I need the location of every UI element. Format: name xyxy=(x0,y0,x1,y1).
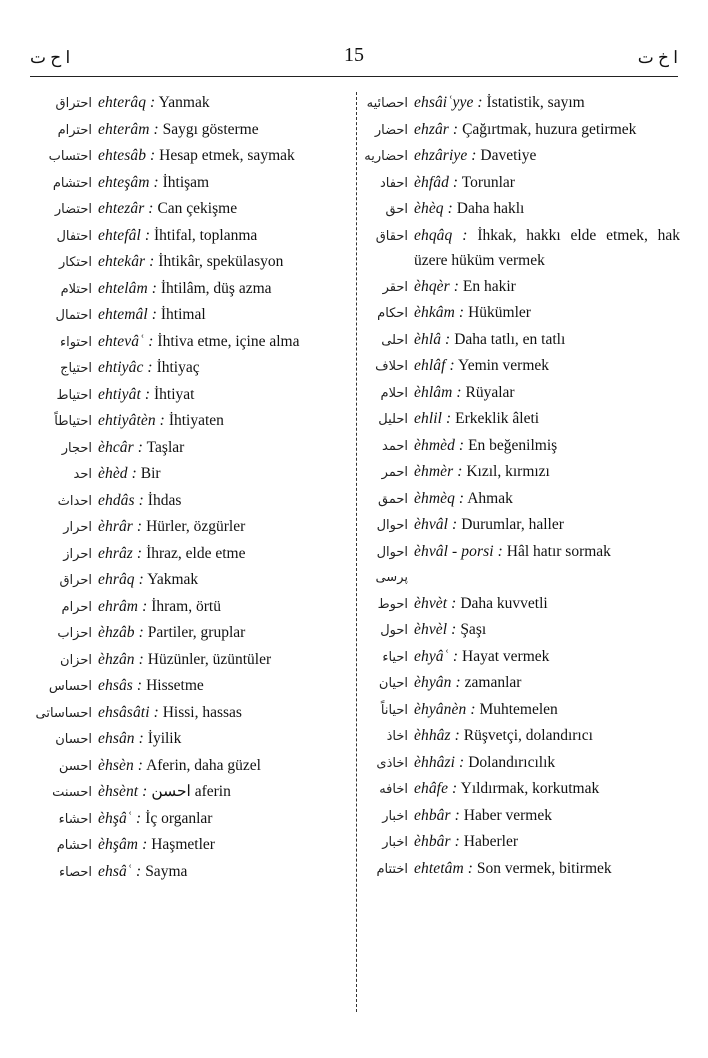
entry-arabic: احمر xyxy=(381,465,408,480)
entry-headword: èhkâm : xyxy=(414,304,465,321)
column-divider xyxy=(356,92,357,1012)
dictionary-entry xyxy=(30,779,350,806)
entry-headword: ehsâsâti : xyxy=(98,703,159,721)
entry-body xyxy=(98,726,350,752)
dictionary-entry xyxy=(30,276,350,303)
entry-arabic: احوط xyxy=(377,596,408,612)
entry-definition: Yıldırmak, korkutmak xyxy=(460,780,600,797)
dictionary-entry xyxy=(30,170,350,197)
dictionary-entry xyxy=(30,832,350,859)
entry-headword: èhqèr : xyxy=(414,277,460,295)
entry-definition: Hesap etmek, saymak xyxy=(159,147,295,164)
entry-headword: èhèd : xyxy=(98,465,137,482)
dictionary-entry xyxy=(364,406,680,433)
entry-arabic: احجار xyxy=(61,440,92,456)
entry-headword: ehrâz : xyxy=(98,544,143,562)
entry-arabic: احيان xyxy=(378,676,408,691)
entry-definition: İyilik xyxy=(147,730,182,747)
dictionary-entry xyxy=(364,353,680,380)
entry-definition: Hâl hatır sormak xyxy=(506,542,611,560)
dictionary-entry xyxy=(30,408,350,435)
entry-headword: èhyânèn : xyxy=(414,700,476,718)
entry-body xyxy=(98,143,350,169)
entry-definition: Haşmetler xyxy=(151,836,215,853)
dictionary-entry xyxy=(364,300,680,327)
entry-arabic: احد xyxy=(73,467,92,482)
entry-headword: ehsâs : xyxy=(98,677,143,694)
entry-arabic: احتضار xyxy=(54,202,92,217)
entry-headword: ehterâm : xyxy=(98,120,159,138)
dictionary-entry xyxy=(364,591,680,618)
entry-headword: ehlil : xyxy=(414,410,452,427)
entry-body xyxy=(414,459,680,485)
entry-arabic: احليل xyxy=(378,412,408,427)
entry-definition: En beğenilmiş xyxy=(468,436,558,454)
entry-headword: ehâfe : xyxy=(414,780,458,797)
entry-body xyxy=(98,594,350,620)
entry-definition: احسن aferin xyxy=(151,783,231,800)
entry-body xyxy=(414,617,680,643)
entry-arabic: احفاد xyxy=(380,175,408,191)
entry-body xyxy=(98,170,350,196)
entry-headword: èhşâm : xyxy=(98,836,148,853)
entry-arabic: احراز xyxy=(63,546,92,562)
dictionary-entry xyxy=(30,726,350,753)
entry-arabic: احتياج xyxy=(60,361,92,376)
entry-body xyxy=(414,327,680,353)
entry-body xyxy=(414,433,680,459)
dictionary-entry xyxy=(30,249,350,276)
entry-body xyxy=(414,829,680,855)
dictionary-entry xyxy=(364,117,680,144)
entry-definition: Bir xyxy=(140,465,161,482)
entry-definition: Saygı gösterme xyxy=(162,120,259,138)
entry-arabic: اخبار xyxy=(382,835,408,850)
entry-arabic: احتواء xyxy=(59,334,92,350)
entry-arabic: احضاريه xyxy=(364,149,408,164)
dictionary-entry xyxy=(30,859,350,886)
dictionary-entry xyxy=(30,143,350,170)
entry-body xyxy=(98,567,350,593)
entry-body xyxy=(414,512,680,538)
entry-definition: Yakmak xyxy=(147,571,199,588)
entry-body xyxy=(414,750,680,776)
dictionary-entry xyxy=(364,803,680,830)
entry-definition: Kızıl, kırmızı xyxy=(466,463,550,480)
dictionary-entry xyxy=(364,486,680,513)
entry-arabic: احتمال xyxy=(55,308,92,323)
dictionary-entry xyxy=(364,90,680,117)
entry-arabic: احقاق xyxy=(375,228,408,244)
dictionary-entry xyxy=(364,459,680,486)
entry-definition: En hakir xyxy=(462,277,516,295)
dictionary-entry xyxy=(364,380,680,407)
entry-headword: èhzân : xyxy=(98,650,144,668)
entry-arabic: احساس xyxy=(48,679,92,694)
entry-definition: Hayat vermek xyxy=(462,647,550,665)
entry-arabic: اختتام xyxy=(376,861,408,877)
dictionary-entry xyxy=(364,644,680,671)
entry-headword: ehdâs : xyxy=(98,491,144,509)
entry-body xyxy=(98,832,350,858)
dictionary-entry xyxy=(30,620,350,647)
dictionary-entry xyxy=(364,539,680,591)
dictionary-entry xyxy=(364,327,680,354)
entry-body xyxy=(98,196,350,222)
entry-arabic: احراق xyxy=(59,573,92,588)
entry-body xyxy=(98,647,350,673)
entry-definition: Ahmak xyxy=(467,489,513,507)
entry-arabic: احرار xyxy=(63,520,92,535)
entry-definition: İhtikâr, spekülasyon xyxy=(158,253,284,270)
entry-headword: èhcâr : xyxy=(98,438,144,456)
entry-headword: ehbâr : xyxy=(414,806,460,824)
entry-arabic: احساساتى xyxy=(35,705,92,721)
dictionary-entry xyxy=(30,753,350,780)
dictionary-entry xyxy=(30,647,350,674)
entry-definition: Aferin, daha güzel xyxy=(146,756,261,774)
entry-body xyxy=(98,859,350,885)
entry-arabic: احياء xyxy=(382,649,408,665)
dictionary-entry xyxy=(364,223,680,274)
entry-arabic: احتياط xyxy=(56,387,92,403)
entry-headword: ehrâq : xyxy=(98,571,144,588)
entry-definition: Şaşı xyxy=(460,621,487,638)
entry-headword: èhlâm : xyxy=(414,383,462,401)
entry-body xyxy=(414,670,680,696)
dictionary-entry xyxy=(364,829,680,856)
entry-headword: èhhâzi : xyxy=(414,753,465,771)
entry-arabic: اخافه xyxy=(379,782,408,797)
entry-definition: Rüşvetçi, dolandırıcı xyxy=(463,727,593,744)
entry-arabic: احتلام xyxy=(60,281,92,297)
entry-definition: İhtiyaten xyxy=(168,412,224,429)
header-left-letters: ا ح ت xyxy=(30,48,71,67)
entry-body xyxy=(414,380,680,406)
entry-body xyxy=(98,435,350,461)
entry-body xyxy=(98,90,350,116)
entry-arabic: احسن xyxy=(58,758,92,774)
page-header xyxy=(30,44,678,74)
dictionary-entry xyxy=(30,700,350,727)
entry-headword: ehtelâm : xyxy=(98,279,158,297)
entry-definition: Hissi, hassas xyxy=(162,703,242,721)
entry-headword: èhmèq : xyxy=(414,489,465,507)
dictionary-entry xyxy=(30,673,350,700)
entry-definition: Erkeklik âleti xyxy=(455,410,540,427)
entry-body xyxy=(98,249,350,275)
entry-arabic: احسان xyxy=(55,732,92,747)
entry-arabic: اخاذى xyxy=(376,755,408,771)
entry-headword: ehterâq : xyxy=(98,94,156,111)
page-number: 15 xyxy=(344,44,364,66)
entry-body xyxy=(98,779,350,805)
entry-body xyxy=(98,700,350,726)
entry-headword: èhvèt : xyxy=(414,594,457,612)
entry-definition: Çağırtmak, huzura getirmek xyxy=(462,120,637,138)
entry-definition: İhram, örtü xyxy=(151,597,221,615)
entry-headword: èhyân : xyxy=(414,674,461,691)
entry-body xyxy=(414,274,680,300)
entry-arabic: احتياطاً xyxy=(54,414,92,429)
entry-definition: İhtiva etme, içine alma xyxy=(157,332,300,350)
entry-body xyxy=(414,143,680,169)
entry-definition: İhtilâm, düş azma xyxy=(160,279,272,297)
entry-headword: èhmèr : xyxy=(414,463,463,480)
entry-body xyxy=(414,697,680,723)
entry-definition: Daha tatlı, en tatlı xyxy=(454,330,566,348)
entry-body xyxy=(414,90,680,116)
entry-body xyxy=(98,620,350,646)
entry-body xyxy=(98,355,350,381)
dictionary-entry xyxy=(364,196,680,223)
entry-definition: İhtifal, toplanma xyxy=(154,226,258,244)
entry-definition: Hükümler xyxy=(468,304,531,321)
entry-body xyxy=(98,541,350,567)
dictionary-entry xyxy=(30,541,350,568)
dictionary-entry xyxy=(364,697,680,724)
entry-headword: ehtefâl : xyxy=(98,226,151,244)
entry-body xyxy=(414,406,680,432)
dictionary-entry xyxy=(364,856,680,883)
entry-headword: èhvâl : xyxy=(414,516,458,533)
entry-body xyxy=(414,591,680,617)
entry-arabic: احكام xyxy=(377,306,408,321)
entry-arabic: احق xyxy=(385,202,408,217)
entry-headword: èhèq : xyxy=(414,200,453,217)
entry-body xyxy=(98,117,350,143)
entry-headword: èhmèd : xyxy=(414,436,465,454)
dictionary-entry xyxy=(30,223,350,250)
entry-definition: Haberler xyxy=(463,833,518,850)
entry-definition: Yanmak xyxy=(158,94,210,111)
entry-arabic: اخبار xyxy=(382,808,408,824)
entry-definition: İstatistik, sayım xyxy=(486,94,585,111)
entry-body xyxy=(98,461,350,487)
entry-headword: èhşâʿ : xyxy=(98,809,142,827)
dictionary-entry xyxy=(364,143,680,170)
entry-body xyxy=(414,117,680,143)
entry-headword: èhbâr : xyxy=(414,833,460,850)
entry-arabic: احسنت xyxy=(52,785,92,800)
entry-body xyxy=(414,300,680,326)
entry-headword: ehtiyât : xyxy=(98,385,151,403)
dictionary-entry xyxy=(364,170,680,197)
dictionary-entry xyxy=(30,514,350,541)
entry-body xyxy=(98,223,350,249)
entry-definition: Hüzünler, üzüntüler xyxy=(147,650,272,668)
entry-body xyxy=(98,673,350,699)
entry-arabic: احتكار xyxy=(59,255,92,270)
entry-body xyxy=(98,408,350,434)
dictionary-entry xyxy=(30,594,350,621)
dictionary-entry xyxy=(30,806,350,833)
entry-headword: èhvâl - porsi : xyxy=(414,542,503,560)
entry-headword: ehzâriye : xyxy=(414,147,477,164)
entry-definition: İhkak, hakkı elde etmek, hak üzere hüküm vermek xyxy=(414,226,681,269)
entry-headword: èhsèn : xyxy=(98,756,144,774)
entry-arabic: احياناً xyxy=(380,702,408,718)
entry-definition: Dolandırıcılık xyxy=(468,753,556,771)
entry-body xyxy=(414,539,680,565)
header-rule xyxy=(30,76,678,77)
entry-headword: èhvèl : xyxy=(414,621,457,638)
entry-definition: İhtiyat xyxy=(154,385,195,403)
entry-arabic: احتفال xyxy=(56,228,92,244)
entry-headword: ehsâʿ : xyxy=(98,862,142,880)
entry-arabic: احشاء xyxy=(58,811,92,827)
dictionary-entry xyxy=(30,117,350,144)
entry-headword: ehtekâr : xyxy=(98,253,155,270)
entry-definition: Taşlar xyxy=(146,438,185,456)
entry-definition: Haber vermek xyxy=(463,806,552,824)
entry-arabic: احرام xyxy=(61,599,92,615)
dictionary-entry xyxy=(364,617,680,644)
entry-body xyxy=(98,806,350,832)
entry-headword: èhzâb : xyxy=(98,624,144,641)
entry-definition: Sayma xyxy=(145,862,188,880)
dictionary-entry xyxy=(364,776,680,803)
dictionary-entry xyxy=(364,750,680,777)
entry-headword: ehsâiʿyye : xyxy=(414,94,483,111)
dictionary-entry xyxy=(30,196,350,223)
dictionary-entry xyxy=(30,382,350,409)
entry-arabic: احوال xyxy=(376,518,408,533)
entry-arabic: احزان xyxy=(60,652,92,668)
entry-arabic: احشام xyxy=(56,838,92,853)
entry-headword: ehzâr : xyxy=(414,120,459,138)
entry-definition: Can çekişme xyxy=(157,200,238,217)
entry-headword: èhhâz : xyxy=(414,727,460,744)
header-right-letters: ا خ ت xyxy=(637,48,678,67)
entry-arabic: احول xyxy=(380,623,408,638)
entry-arabic: احصائيه xyxy=(366,96,408,111)
entry-definition: Hürler, özgürler xyxy=(146,518,246,535)
entry-arabic: احمق xyxy=(377,491,408,507)
entry-headword: èhfâd : xyxy=(414,173,459,191)
entry-definition: İhtimal xyxy=(160,306,206,323)
dictionary-entry xyxy=(30,355,350,382)
dictionary-entry xyxy=(364,433,680,460)
entry-body xyxy=(98,329,350,355)
entry-headword: ehtiyâtèn : xyxy=(98,412,165,429)
entry-headword: ehtiyâc : xyxy=(98,359,153,376)
entry-arabic: اخاذ xyxy=(386,729,408,744)
entry-body xyxy=(414,723,680,749)
entry-body xyxy=(98,302,350,328)
dictionary-entry xyxy=(30,90,350,117)
entry-body xyxy=(414,196,680,222)
entry-headword: ehtemâl : xyxy=(98,306,158,323)
entry-arabic: احلاف xyxy=(375,359,408,374)
entry-body xyxy=(98,488,350,514)
dictionary-entry xyxy=(364,670,680,697)
entry-headword: ehlâf : xyxy=(414,357,455,374)
entry-headword: ehtezâr : xyxy=(98,200,154,217)
right-column xyxy=(364,90,680,882)
entry-arabic: احلام xyxy=(380,385,408,401)
entry-definition: Hissetme xyxy=(146,677,204,694)
entry-headword: èhrâr : xyxy=(98,518,143,535)
entry-headword: ehteşâm : xyxy=(98,173,159,191)
entry-definition: zamanlar xyxy=(464,674,522,691)
entry-body xyxy=(414,223,680,274)
entry-body xyxy=(414,353,680,379)
entry-arabic: احزاب xyxy=(57,626,92,641)
entry-arabic: احقر xyxy=(382,279,408,295)
entry-headword: èhsènt : xyxy=(98,783,148,800)
dictionary-entry xyxy=(30,567,350,594)
entry-body xyxy=(414,170,680,196)
entry-definition: Durumlar, haller xyxy=(461,516,564,533)
entry-headword: ehtetâm : xyxy=(414,859,474,877)
entry-headword: èhlâ : xyxy=(414,330,451,348)
entry-headword: ehyâʿ : xyxy=(414,647,459,665)
dictionary-entry xyxy=(364,723,680,750)
entry-definition: İç organlar xyxy=(145,809,213,827)
entry-body xyxy=(98,753,350,779)
entry-definition: İhtişam xyxy=(162,173,210,191)
entry-definition: Torunlar xyxy=(461,173,515,191)
entry-body xyxy=(414,776,680,802)
entry-arabic: احصاء xyxy=(59,864,92,880)
entry-definition: Daha haklı xyxy=(456,200,525,217)
entry-headword: ehsân : xyxy=(98,730,144,747)
entry-headword: ehtevâʿ : xyxy=(98,332,154,350)
entry-arabic: احتراق xyxy=(55,96,92,111)
dictionary-entry xyxy=(364,512,680,539)
entry-definition: İhraz, elde etme xyxy=(146,544,246,562)
entry-definition: Rüyalar xyxy=(465,383,515,401)
dictionary-entry xyxy=(364,274,680,301)
entry-body xyxy=(414,644,680,670)
dictionary-entry xyxy=(30,461,350,488)
entry-definition: Yemin vermek xyxy=(458,357,550,374)
entry-definition: İhdas xyxy=(147,491,182,509)
entry-body xyxy=(98,514,350,540)
entry-body xyxy=(98,276,350,302)
entry-headword: ehqâq : xyxy=(414,226,468,244)
entry-headword: ehrâm : xyxy=(98,597,148,615)
dictionary-entry xyxy=(30,329,350,356)
entry-arabic: احتشام xyxy=(52,175,92,191)
entry-definition: Davetiye xyxy=(480,147,537,164)
entry-body xyxy=(414,856,680,882)
dictionary-entry xyxy=(30,488,350,515)
entry-arabic: احوال پرسى xyxy=(375,544,408,585)
entry-arabic: احلى xyxy=(381,332,408,348)
entry-body xyxy=(98,382,350,408)
entry-body xyxy=(414,486,680,512)
entry-definition: Daha kuvvetli xyxy=(460,594,548,612)
dictionary-entry xyxy=(30,302,350,329)
entry-definition: Son vermek, bitirmek xyxy=(476,859,612,877)
entry-arabic: احمد xyxy=(382,438,408,454)
entry-definition: İhtiyaç xyxy=(156,359,200,376)
entry-arabic: احضار xyxy=(374,122,408,138)
dictionary-entry xyxy=(30,435,350,462)
entry-headword: ehtesâb : xyxy=(98,147,156,164)
left-column xyxy=(30,90,350,885)
entry-body xyxy=(414,803,680,829)
entry-arabic: احتساب xyxy=(48,149,92,164)
entry-arabic: احداث xyxy=(57,493,92,509)
entry-definition: Muhtemelen xyxy=(479,700,558,718)
entry-definition: Partiler, gruplar xyxy=(147,624,246,641)
entry-arabic: احترام xyxy=(57,122,92,138)
